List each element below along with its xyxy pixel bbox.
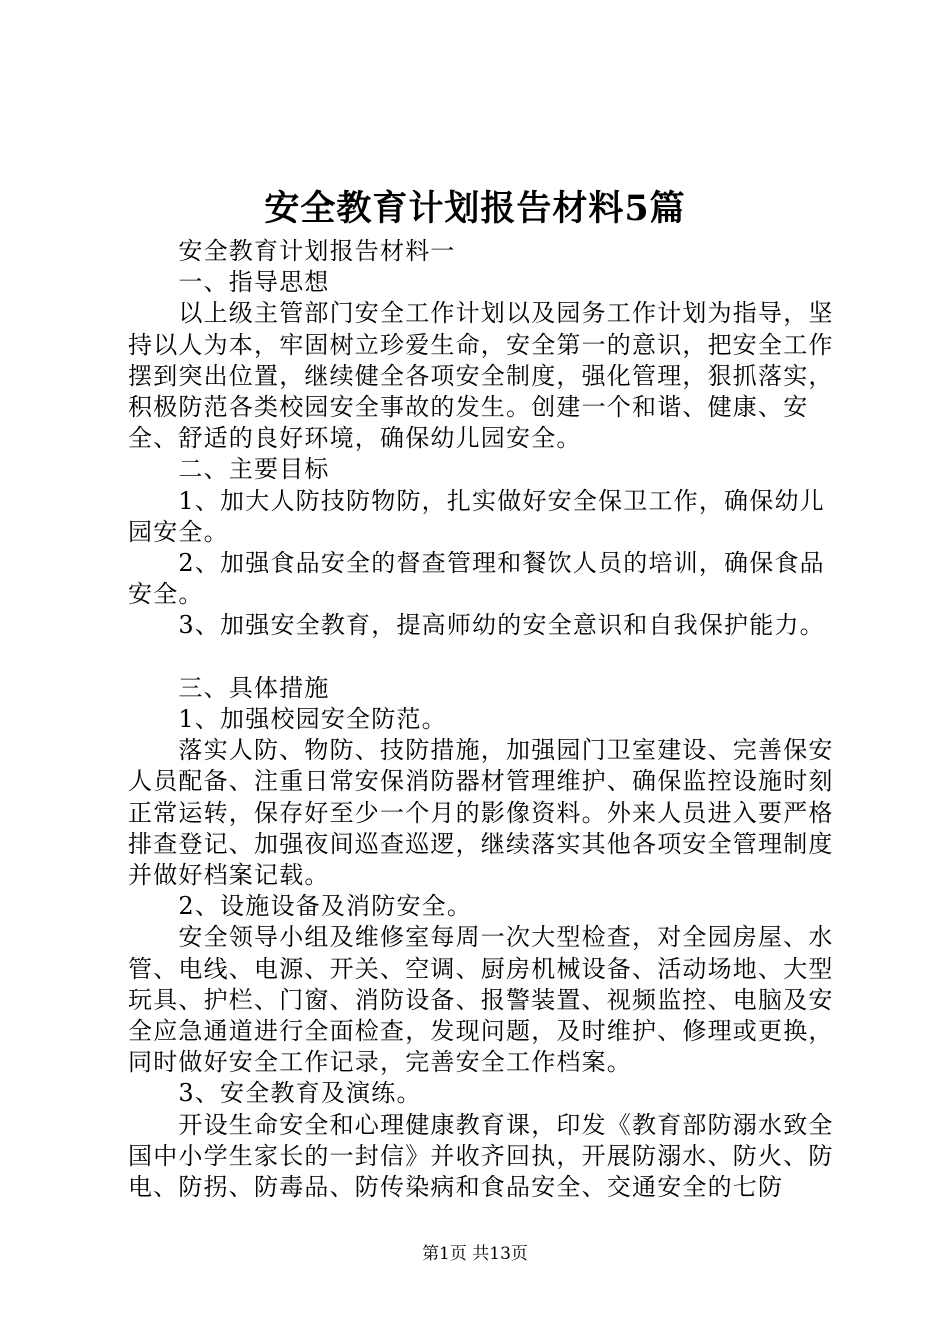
paragraph: 以上级主管部门安全工作计划以及园务工作计划为指导，坚持以人为本，牢固树立珍爱生命，安全第一的意识，把安全工作摆到突出位置，继续健全各项安全制度，强化管理，狠抓落实，积极防范各类校园安全事故的发生。创建一个和谐、健康、安全、舒适的良好环境，确保幼儿园安全。: [128, 299, 834, 453]
blank-line: [128, 642, 834, 673]
section-heading: 安全教育计划报告材料一: [178, 237, 456, 265]
subsection-heading: 1、加强校园安全防范。: [178, 705, 447, 734]
paragraph: 1、加大人防技防物防，扎实做好安全保卫工作，确保幼儿园安全。: [128, 486, 825, 546]
paragraph: 落实人防、物防、技防措施，加强园门卫室建设、完善保安人员配备、注重日常安保消防器材管理维护、确保监控设施时刻正常运转，保存好至少一个月的影像资料。外来人员进入要严格排查登记、加强夜间巡查巡逻，继续落实其他各项安全管理制度并做好档案记载。: [128, 736, 834, 890]
page-footer: 第1页 共13页: [422, 1244, 528, 1264]
document-body: [128, 236, 834, 1203]
paragraph: 开设生命安全和心理健康教育课，印发《教育部防溺水致全国中小学生家长的一封信》并收齐回执，开展防溺水、防火、防电、防拐、防毒品、防传染病和食品安全、交通安全的七防: [128, 1110, 834, 1202]
section-heading: 二、主要目标: [178, 455, 330, 484]
section-heading: 一、指导思想: [178, 268, 330, 297]
paragraph: 安全领导小组及维修室每周一次大型检查，对全园房屋、水管、电线、电源、开关、空调、厨房机械设备、活动场地、大型玩具、护栏、门窗、消防设备、报警装置、视频监控、电脑及安全应急通道进行全面检查，发现问题，及时维护、修理或更换，同时做好安全工作记录，完善安全工作档案。: [128, 923, 834, 1077]
document-title: 安全教育计划报告材料5篇: [264, 188, 686, 229]
subsection-heading: 2、设施设备及消防安全。: [178, 892, 473, 921]
paragraph: 3、加强安全教育，提高师幼的安全意识和自我保护能力。: [178, 611, 825, 640]
subsection-heading: 3、安全教育及演练。: [178, 1079, 422, 1108]
section-heading: 三、具体措施: [178, 673, 330, 702]
paragraph: 2、加强食品安全的督查管理和餐饮人员的培训，确保食品安全。: [128, 549, 825, 609]
